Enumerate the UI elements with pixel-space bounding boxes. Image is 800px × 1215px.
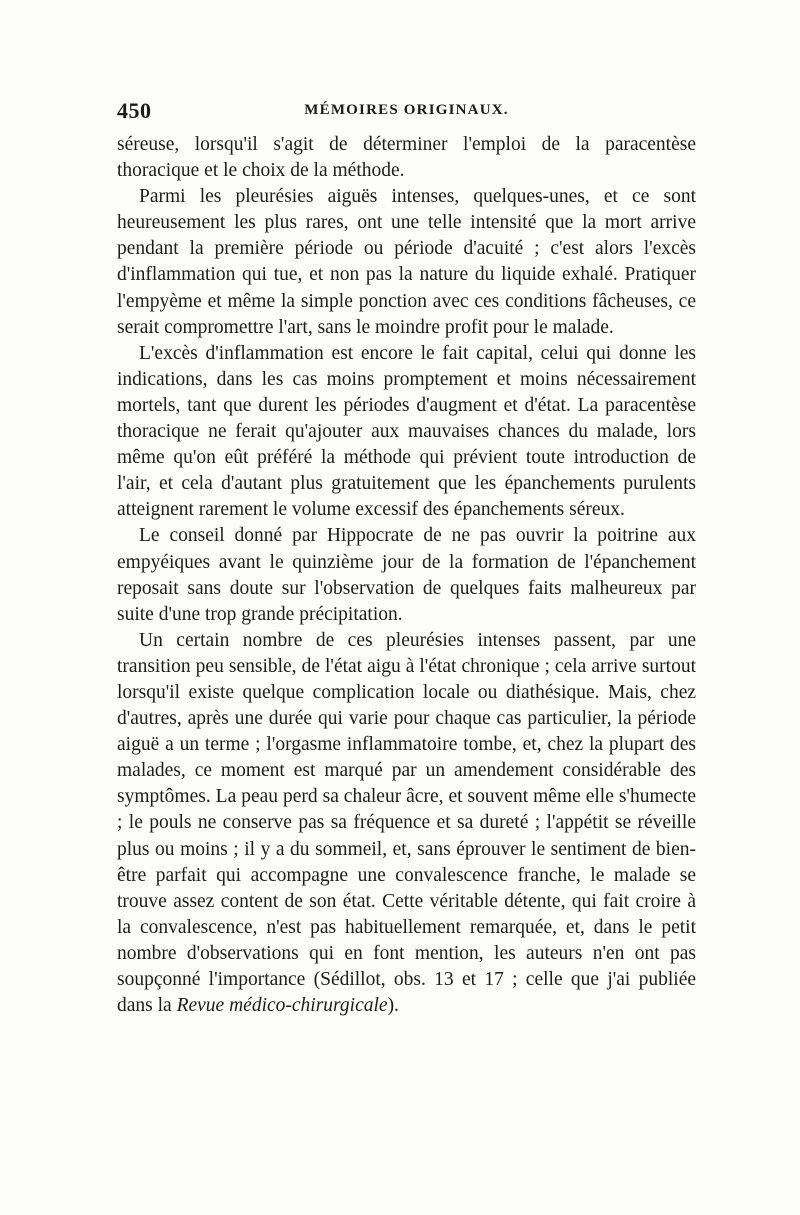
paragraph-5-text: Un certain nombre de ces pleurésies intenses passent, par une transition peu sensible, de l'état aigu à l'état chronique ; cela arrive surtout lorsqu'il existe quelque complication locale ou diathésique. Mais, chez d'autres, après une durée qui varie pour chaque cas particulier, la période aiguë a un terme ; l'orgasme inflammatoire tombe, et, chez la plupart des malades, ce moment est marqué par un amendement considérable des symptômes. La peau perd sa chaleur âcre, et souvent même elle s'humecte ; le pouls ne conserve pas sa fréquence et sa dureté ; l'appétit se réveille plus ou moins ; il y a du sommeil, et, sans éprouver le sentiment de bien-être parfait qui accompagne une convalescence franche, le malade se trouve assez content de son état. Cette véritable détente, qui fait croire à la convalescence, n'est pas habituellement remarquée, et, dans le petit nombre d'observations qui en font mention, les auteurs n'en ont pas soupçonné l'importance (Sédillot, obs. 13 et 17 ; celle que j'ai publiée dans la [117,629,696,1017]
paragraph-5-end: ). [387,995,399,1017]
paragraph-4: Le conseil donné par Hippocrate de ne pas ouvrir la poitrine aux empyéiques avant le quinzième jour de la formation de l'épanchement reposait sans doute sur l'observation de quelques faits malheureux par suite d'une trop grande précipitation. [117,525,696,625]
running-head [117,98,696,124]
body-text [117,132,696,1019]
paragraph-1: séreuse, lorsqu'il s'agit de déterminer l'emploi de la paracentèse thoracique et le choix de la méthode. [117,134,696,182]
paragraph-3: L'excès d'inflammation est encore le fait capital, celui qui donne les indications, dans les cas moins promptement et moins nécessairement mortels, tant que durent les périodes d'augment et d'état. La paracentèse thoracique ne ferait qu'ajouter aux mauvaises chances du malade, lors même qu'on eût préféré la méthode qui prévient toute introduction de l'air, et cela d'autant plus gratuitement que les épanchements purulents atteignent rarement le volume excessif des épanchements séreux. [117,342,696,521]
page-number: 450 [117,98,152,123]
show-through-text [117,1132,696,1156]
running-title: MÉMOIRES ORIGINAUX. [304,102,509,118]
paragraph-5 [117,628,696,1019]
paragraph-2: Parmi les pleurésies aiguës intenses, quelques-unes, et ce sont heureusement les plus rares, ont une telle intensité que la mort arrive pendant la première période ou période d'acuité ; c'est alors l'excès d'inflammation qui tue, et non pas la nature du liquide exhalé. Pratiquer l'empyème et même la simple ponction avec ces conditions fâcheuses, ce serait compromettre l'art, sans le moindre profit pour le malade. [117,186,696,338]
journal-citation: Revue médico-chirurgicale [176,995,388,1017]
